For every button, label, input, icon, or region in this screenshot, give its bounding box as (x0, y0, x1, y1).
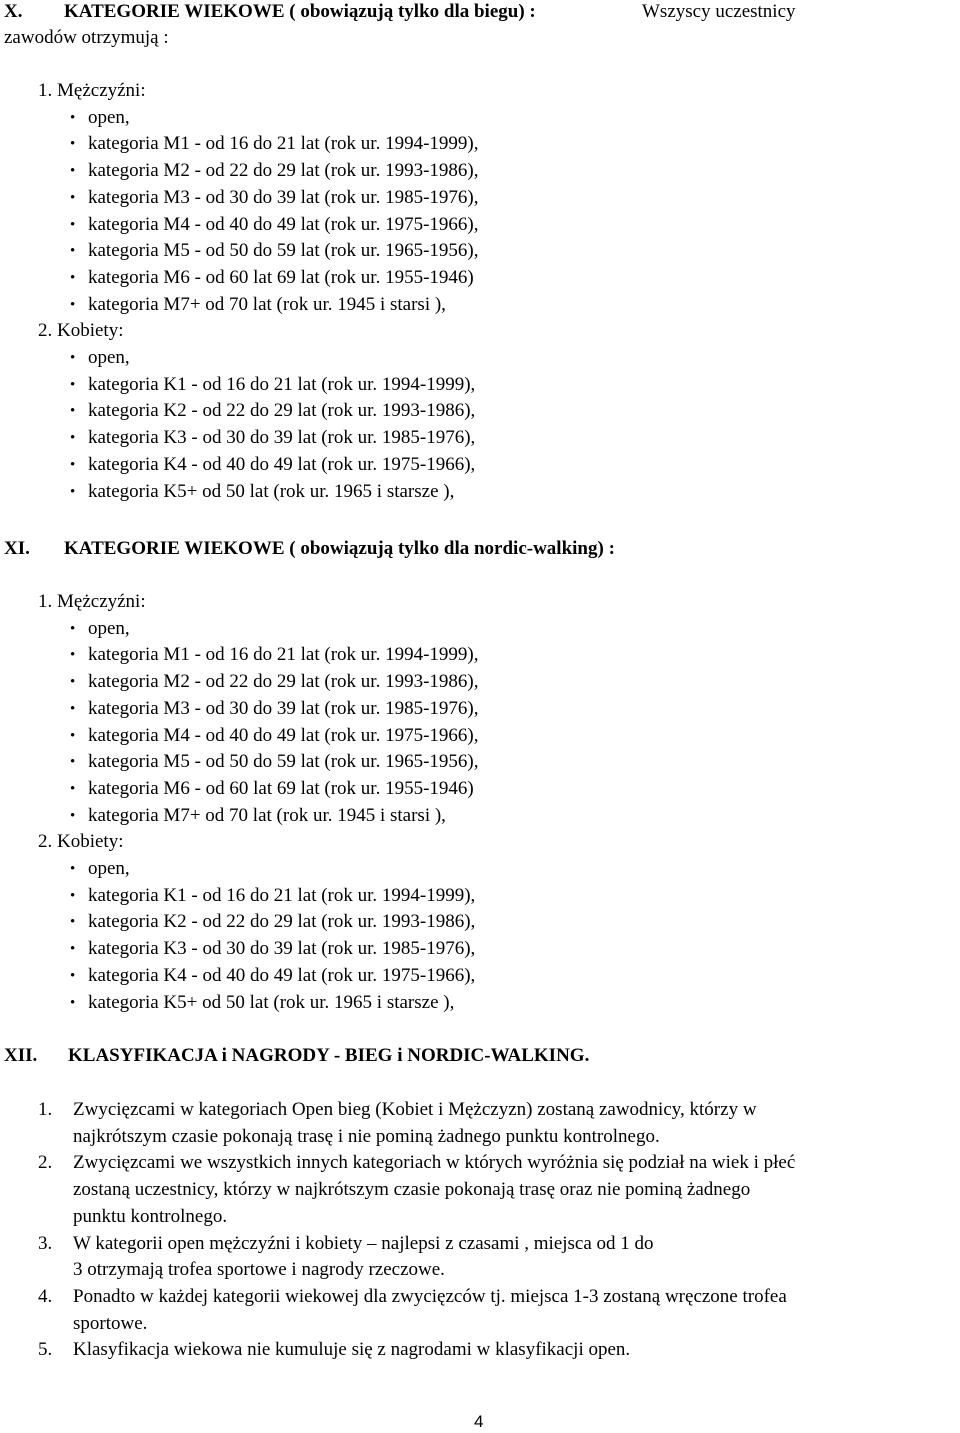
bullet-icon: • (70, 296, 76, 313)
bullet-icon: • (70, 967, 76, 984)
bullet-icon: • (70, 887, 76, 904)
list-item: kategoria K2 - od 22 do 29 lat (rok ur. 1993-1986), (88, 400, 476, 422)
section-x-title: KATEGORIE WIEKOWE ( obowiązują tylko dla biegu) : (64, 1, 536, 22)
list-item: open, (88, 106, 130, 128)
men-label: 1. Mężczyźni: (38, 80, 146, 101)
list-item: kategoria M5 - od 50 do 59 lat (rok ur. 1965-1956), (88, 240, 479, 262)
list-item: kategoria K1 - od 16 do 21 lat (rok ur. 1994-1999), (88, 373, 476, 395)
section-xii-number: XII. (4, 1045, 38, 1066)
rule-number: 2. (38, 1152, 53, 1174)
list-item: kategoria M7+ od 70 lat (rok ur. 1945 i starsi ), (88, 293, 446, 315)
bullet-icon: • (70, 700, 76, 717)
rule-text: Zwycięzcami w kategoriach Open bieg (Kobiet i Mężczyzn) zostaną zawodnicy, którzy w (73, 1099, 757, 1120)
bullet-icon: • (70, 269, 76, 286)
bullet-icon: • (70, 136, 76, 153)
bullet-icon: • (70, 994, 76, 1011)
bullet-icon: • (70, 754, 76, 771)
bullet-icon: • (70, 376, 76, 393)
list-item: kategoria M3 - od 30 do 39 lat (rok ur. 1985-1976), (88, 697, 479, 719)
rule-text: zostaną uczestnicy, którzy w najkrótszym czasie pokonają trasę oraz nie pominą żadnego (73, 1179, 751, 1201)
list-item: kategoria M1 - od 16 do 21 lat (rok ur. 1994-1999), (88, 644, 479, 666)
section-x-title-suffix: Wszyscy uczestnicy (642, 1, 796, 22)
bullet-icon: • (70, 914, 76, 931)
section-xi-title: KATEGORIE WIEKOWE ( obowiązują tylko dla nordic-walking) : (64, 538, 615, 559)
list-item: kategoria M1 - od 16 do 21 lat (rok ur. 1994-1999), (88, 133, 479, 155)
list-item: kategoria M6 - od 60 lat 69 lat (rok ur. 1955-1946) (88, 266, 474, 288)
bullet-icon: • (70, 456, 76, 473)
list-item: open, (88, 617, 130, 639)
bullet-icon: • (70, 163, 76, 180)
rule-text: najkrótszym czasie pokonają trasę i nie pominą żadnego punktu kontrolnego. (73, 1125, 660, 1147)
rule-number: 4. (38, 1285, 53, 1307)
section-xii-title: KLASYFIKACJA i NAGRODY - BIEG i NORDIC-WALKING. (68, 1045, 590, 1066)
women-label: 2. Kobiety: (38, 320, 124, 342)
list-item: kategoria M2 - od 22 do 29 lat (rok ur. 1993-1986), (88, 160, 479, 182)
bullet-icon: • (70, 189, 76, 206)
bullet-icon: • (70, 109, 76, 126)
rule-number: 1. (38, 1099, 53, 1120)
section-x-number: X. (4, 1, 23, 22)
bullet-icon: • (70, 483, 76, 500)
list-item: kategoria M3 - od 30 do 39 lat (rok ur. 1985-1976), (88, 186, 479, 208)
bullet-icon: • (70, 861, 76, 877)
men-label: 1. Mężczyźni: (38, 591, 146, 612)
bullet-icon: • (70, 243, 76, 260)
list-item: kategoria K4 - od 40 do 49 lat (rok ur. 1975-1966), (88, 964, 476, 986)
page-number: 4 (474, 1412, 484, 1431)
bullet-icon: • (70, 807, 76, 824)
list-item: kategoria K4 - od 40 do 49 lat (rok ur. 1975-1966), (88, 453, 476, 475)
section-x-title-line2: zawodów otrzymują : (4, 27, 169, 48)
rule-text: punktu kontrolnego. (73, 1205, 228, 1227)
list-item: kategoria M6 - od 60 lat 69 lat (rok ur. 1955-1946) (88, 777, 474, 799)
list-item: kategoria K2 - od 22 do 29 lat (rok ur. 1993-1986), (88, 911, 476, 933)
rule-text: Ponadto w każdej kategorii wiekowej dla zwycięzców tj. miejsca 1-3 zostaną wręczone trofea (73, 1285, 787, 1307)
bullet-icon: • (70, 350, 76, 366)
bullet-icon: • (70, 620, 76, 637)
list-item: open, (88, 858, 130, 879)
rule-number: 5. (38, 1339, 53, 1361)
bullet-icon: • (70, 727, 76, 744)
list-item: kategoria K5+ od 50 lat (rok ur. 1965 i starsze ), (88, 480, 455, 502)
rule-text: 3 otrzymają trofea sportowe i nagrody rzeczowe. (73, 1259, 445, 1281)
section-xi-number: XI. (4, 538, 30, 559)
bullet-icon: • (70, 216, 76, 233)
rule-text: Zwycięzcami we wszystkich innych kategoriach w których wyróżnia się podział na wiek i płeć (73, 1152, 796, 1174)
bullet-icon: • (70, 941, 76, 958)
list-item: kategoria K3 - od 30 do 39 lat (rok ur. 1985-1976), (88, 427, 476, 449)
bullet-icon: • (70, 430, 76, 447)
rule-number: 3. (38, 1232, 53, 1254)
list-item: open, (88, 347, 130, 368)
bullet-icon: • (70, 403, 76, 420)
list-item: kategoria K3 - od 30 do 39 lat (rok ur. 1985-1976), (88, 938, 476, 960)
rule-text: Klasyfikacja wiekowa nie kumuluje się z nagrodami w klasyfikacji open. (73, 1339, 631, 1361)
rule-text: W kategorii open mężczyźni i kobiety – najlepsi z czasami , miejsca od 1 do (73, 1232, 654, 1254)
bullet-icon: • (70, 780, 76, 797)
list-item: kategoria M2 - od 22 do 29 lat (rok ur. 1993-1986), (88, 671, 479, 693)
bullet-icon: • (70, 674, 76, 691)
list-item: kategoria M4 - od 40 do 49 lat (rok ur. 1975-1966), (88, 213, 479, 235)
list-item: kategoria M7+ od 70 lat (rok ur. 1945 i starsi ), (88, 804, 446, 826)
list-item: kategoria M5 - od 50 do 59 lat (rok ur. 1965-1956), (88, 751, 479, 773)
list-item: kategoria M4 - od 40 do 49 lat (rok ur. 1975-1966), (88, 724, 479, 746)
rule-text: sportowe. (73, 1312, 148, 1334)
bullet-icon: • (70, 647, 76, 664)
list-item: kategoria K5+ od 50 lat (rok ur. 1965 i starsze ), (88, 991, 455, 1013)
list-item: kategoria K1 - od 16 do 21 lat (rok ur. 1994-1999), (88, 884, 476, 906)
women-label: 2. Kobiety: (38, 831, 124, 853)
